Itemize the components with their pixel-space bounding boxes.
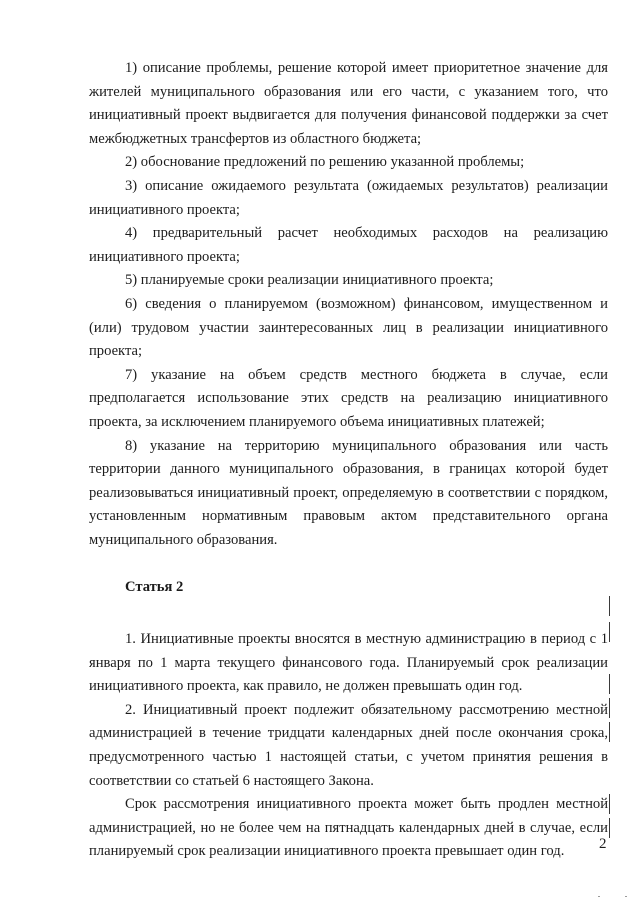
scan-edge-mark (609, 596, 610, 616)
scan-edge-mark (609, 794, 610, 814)
requirements-list (89, 57, 608, 552)
article-paragraph: 2. Инициативный проект подлежит обязательному рассмотрению местной администрацией в течение тридцати календарных дней после окончания срока, предусмотренного частью 1 настоящей статьи, с учетом принятия решения в соответствии со статьей 6 настоящего Закона. (89, 701, 608, 789)
list-item: 7) указание на объем средств местного бюджета в случае, если предполагается использование этих средств на реализацию инициативного проекта, за исключением планируемого объема инициативных платежей; (89, 366, 608, 430)
scan-edge-mark (609, 722, 610, 742)
list-item: 3) описание ожидаемого результата (ожидаемых результатов) реализации инициативного проекта; (89, 177, 608, 218)
list-item: 2) обоснование предложений по решению указанной проблемы; (125, 154, 525, 171)
list-item: 6) сведения о планируемом (возможном) финансовом, имущественном и (или) трудовом участии заинтересованных лиц в реализации инициативного проекта; (89, 295, 608, 360)
scan-edge-mark (609, 818, 610, 838)
article-2-body (89, 628, 608, 864)
list-item: 1) описание проблемы, решение которой имеет приоритетное значение для жителей муниципального образования или его части, с указанием того, что инициативный проект выдвигается для получения финансовой поддержки за счет межбюджетных трансфертов из областного бюджета; (89, 60, 608, 147)
article-heading: Статья 2 (125, 579, 184, 596)
document-body (89, 57, 608, 864)
scan-edge-mark (609, 622, 610, 642)
scan-speck (598, 896, 600, 897)
scan-speck (625, 896, 627, 897)
list-item: 8) указание на территорию муниципального образования или часть территории данного муниципального образования, в границах которой будет реализовываться инициативный проект, определяемую в соответствии с порядком, установленным нормативным правовым актом представительного органа муниципального образования. (89, 437, 608, 548)
article-paragraph: Срок рассмотрения инициативного проекта может быть продлен местной администрацией, но не более чем на пятнадцать календарных дней в случае, если планируемый срок реализации инициативного проекта превышает один год. (89, 796, 608, 860)
list-item: 4) предварительный расчет необходимых расходов на реализацию инициативного проекта; (89, 225, 608, 265)
page-number: 2 (599, 836, 607, 852)
scan-edge-mark (609, 698, 610, 718)
list-item: 5) планируемые сроки реализации инициативного проекта; (125, 272, 494, 289)
article-paragraph: 1. Инициативные проекты вносятся в местную администрацию в период с 1 января по 1 марта текущего финансового года. Планируемый срок реализации инициативного проекта, как правило, не должен превышать один год. (89, 631, 608, 695)
scan-edge-mark (609, 674, 610, 694)
